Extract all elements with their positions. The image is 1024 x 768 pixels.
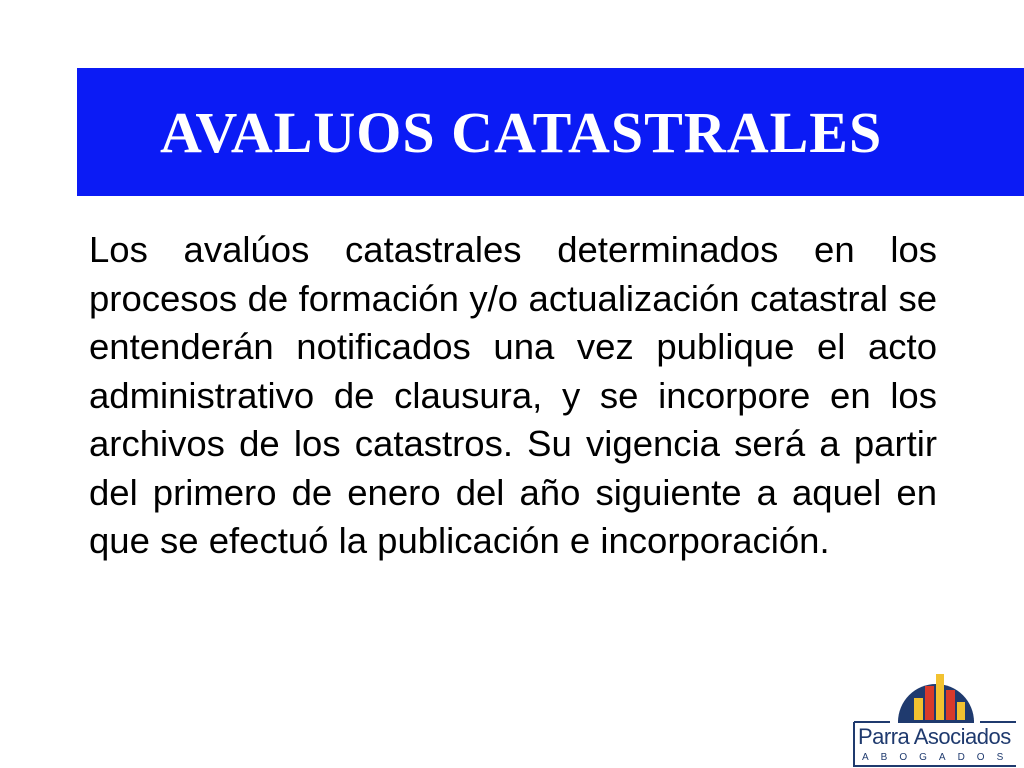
slide-title: AVALUOS CATASTRALES — [160, 100, 883, 165]
logo-subtitle: ABOGADOS — [862, 752, 1016, 763]
logo-name: Parra Asociados — [858, 724, 1011, 749]
slide-body-text: Los avalúos catastrales determinados en los procesos de formación y/o actualización catastral se entenderán notificados una vez publique el acto administrativo de clausura, y se incorpore en los archivos de los catastros. Su vigencia será a partir del primero de enero del año siguiente a aquel en que se efectuó la publicación e incorporación. — [89, 229, 937, 561]
company-logo — [850, 672, 1020, 768]
